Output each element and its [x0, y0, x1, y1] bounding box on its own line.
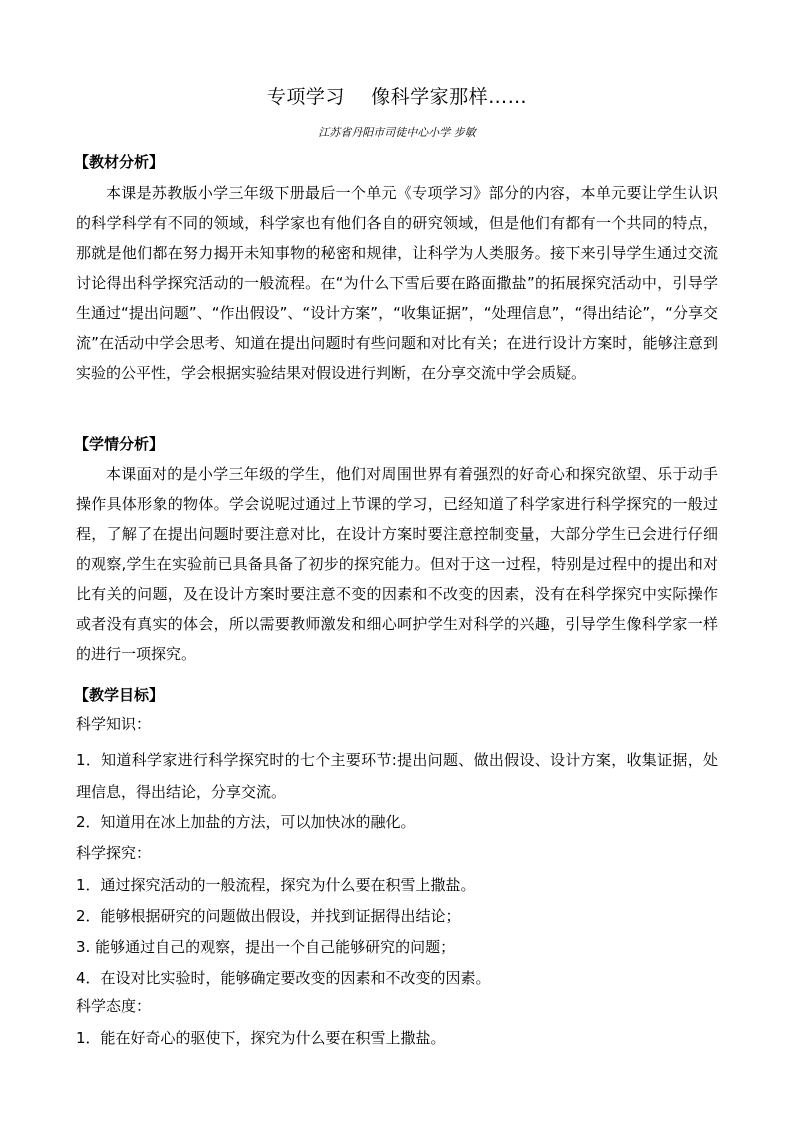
inquiry-item-4: 4．在设对比实验时，能够确定要改变的因素和不改变的因素。	[76, 969, 491, 987]
document-title: 专项学习 像科学家那样……	[266, 86, 528, 108]
inquiry-item-2: 2．能够根据研究的问题做出假设，并找到证据得出结论；	[76, 907, 461, 925]
document-author: 江苏省丹阳市司徒中心小学 步敏	[318, 126, 476, 139]
label-science-inquiry: 科学探究：	[76, 844, 152, 862]
heading-objectives: 【教学目标】	[74, 686, 165, 704]
attitude-item-1: 1．能在好奇心的驱使下，探究为什么要在积雪上撒盐。	[76, 1029, 446, 1047]
label-science-attitude: 科学态度：	[76, 997, 152, 1015]
heading-textbook-analysis: 【教材分析】	[74, 153, 165, 171]
label-science-knowledge: 科学知识：	[76, 715, 152, 733]
inquiry-item-1: 1．通过探究活动的一般流程，探究为什么要在积雪上撒盐。	[76, 876, 476, 894]
knowledge-item-2: 2．知道用在冰上加盐的方法，可以加快冰的融化。	[76, 813, 416, 831]
paragraph-student-analysis: 本课面对的是小学三年级的学生，他们对周围世界有着强烈的好奇心和探究欲望、乐于动手操作具体形象的物体。学会说呢过通过上节课的学习，已经知道了科学家进行科学探究的一般过程，了解了在提出问题时要注意对比，在设计方案时要注意控制变量，大部分学生已会进行仔细的观察,学生在实验前已具备具备了初步的探究能力。但对于这一过程，特别是过程中的提出和对比有关的问题，及在设计方案时要注意不变的因素和不改变的因素，没有在科学探究中实际操作或者没有真实的体会，所以需要教师激发和细心呵护学生对科学的兴趣，引导学生像科学家一样的进行一项探究。	[76, 465, 718, 663]
paragraph-textbook-analysis: 本课是苏教版小学三年级下册最后一个单元《专项学习》部分的内容，本单元要让学生认识的科学科学有不同的领域，科学家也有他们各自的研究领域，但是他们有都有一个共同的特点，那就是他们都在努力揭开未知事物的秘密和规律，让科学为人类服务。接下来引导学生通过交流讨论得出科学探究活动的一般流程。在“为什么下雪后要在路面撒盐”的拓展探究活动中，引导学生通过“提出问题”、“作出假设”、“设计方案”，“收集证据”，“处理信息”，“得出结论”，“分享交流”在活动中学会思考、知道在提出问题时有些问题和对比有关；在进行设计方案时，能够注意到实验的公平性，学会根据实验结果对假设进行判断，在分享交流中学会质疑。	[76, 184, 718, 382]
inquiry-item-3: 3. 能够通过自己的观察，提出一个自己能够研究的问题；	[76, 938, 456, 956]
knowledge-item-1: 1．知道科学家进行科学探究时的七个主要环节:提出问题、做出假设、设计方案，收集证据，处理信息，得出结论，分享交流。	[76, 751, 718, 801]
heading-student-analysis: 【学情分析】	[74, 435, 165, 453]
